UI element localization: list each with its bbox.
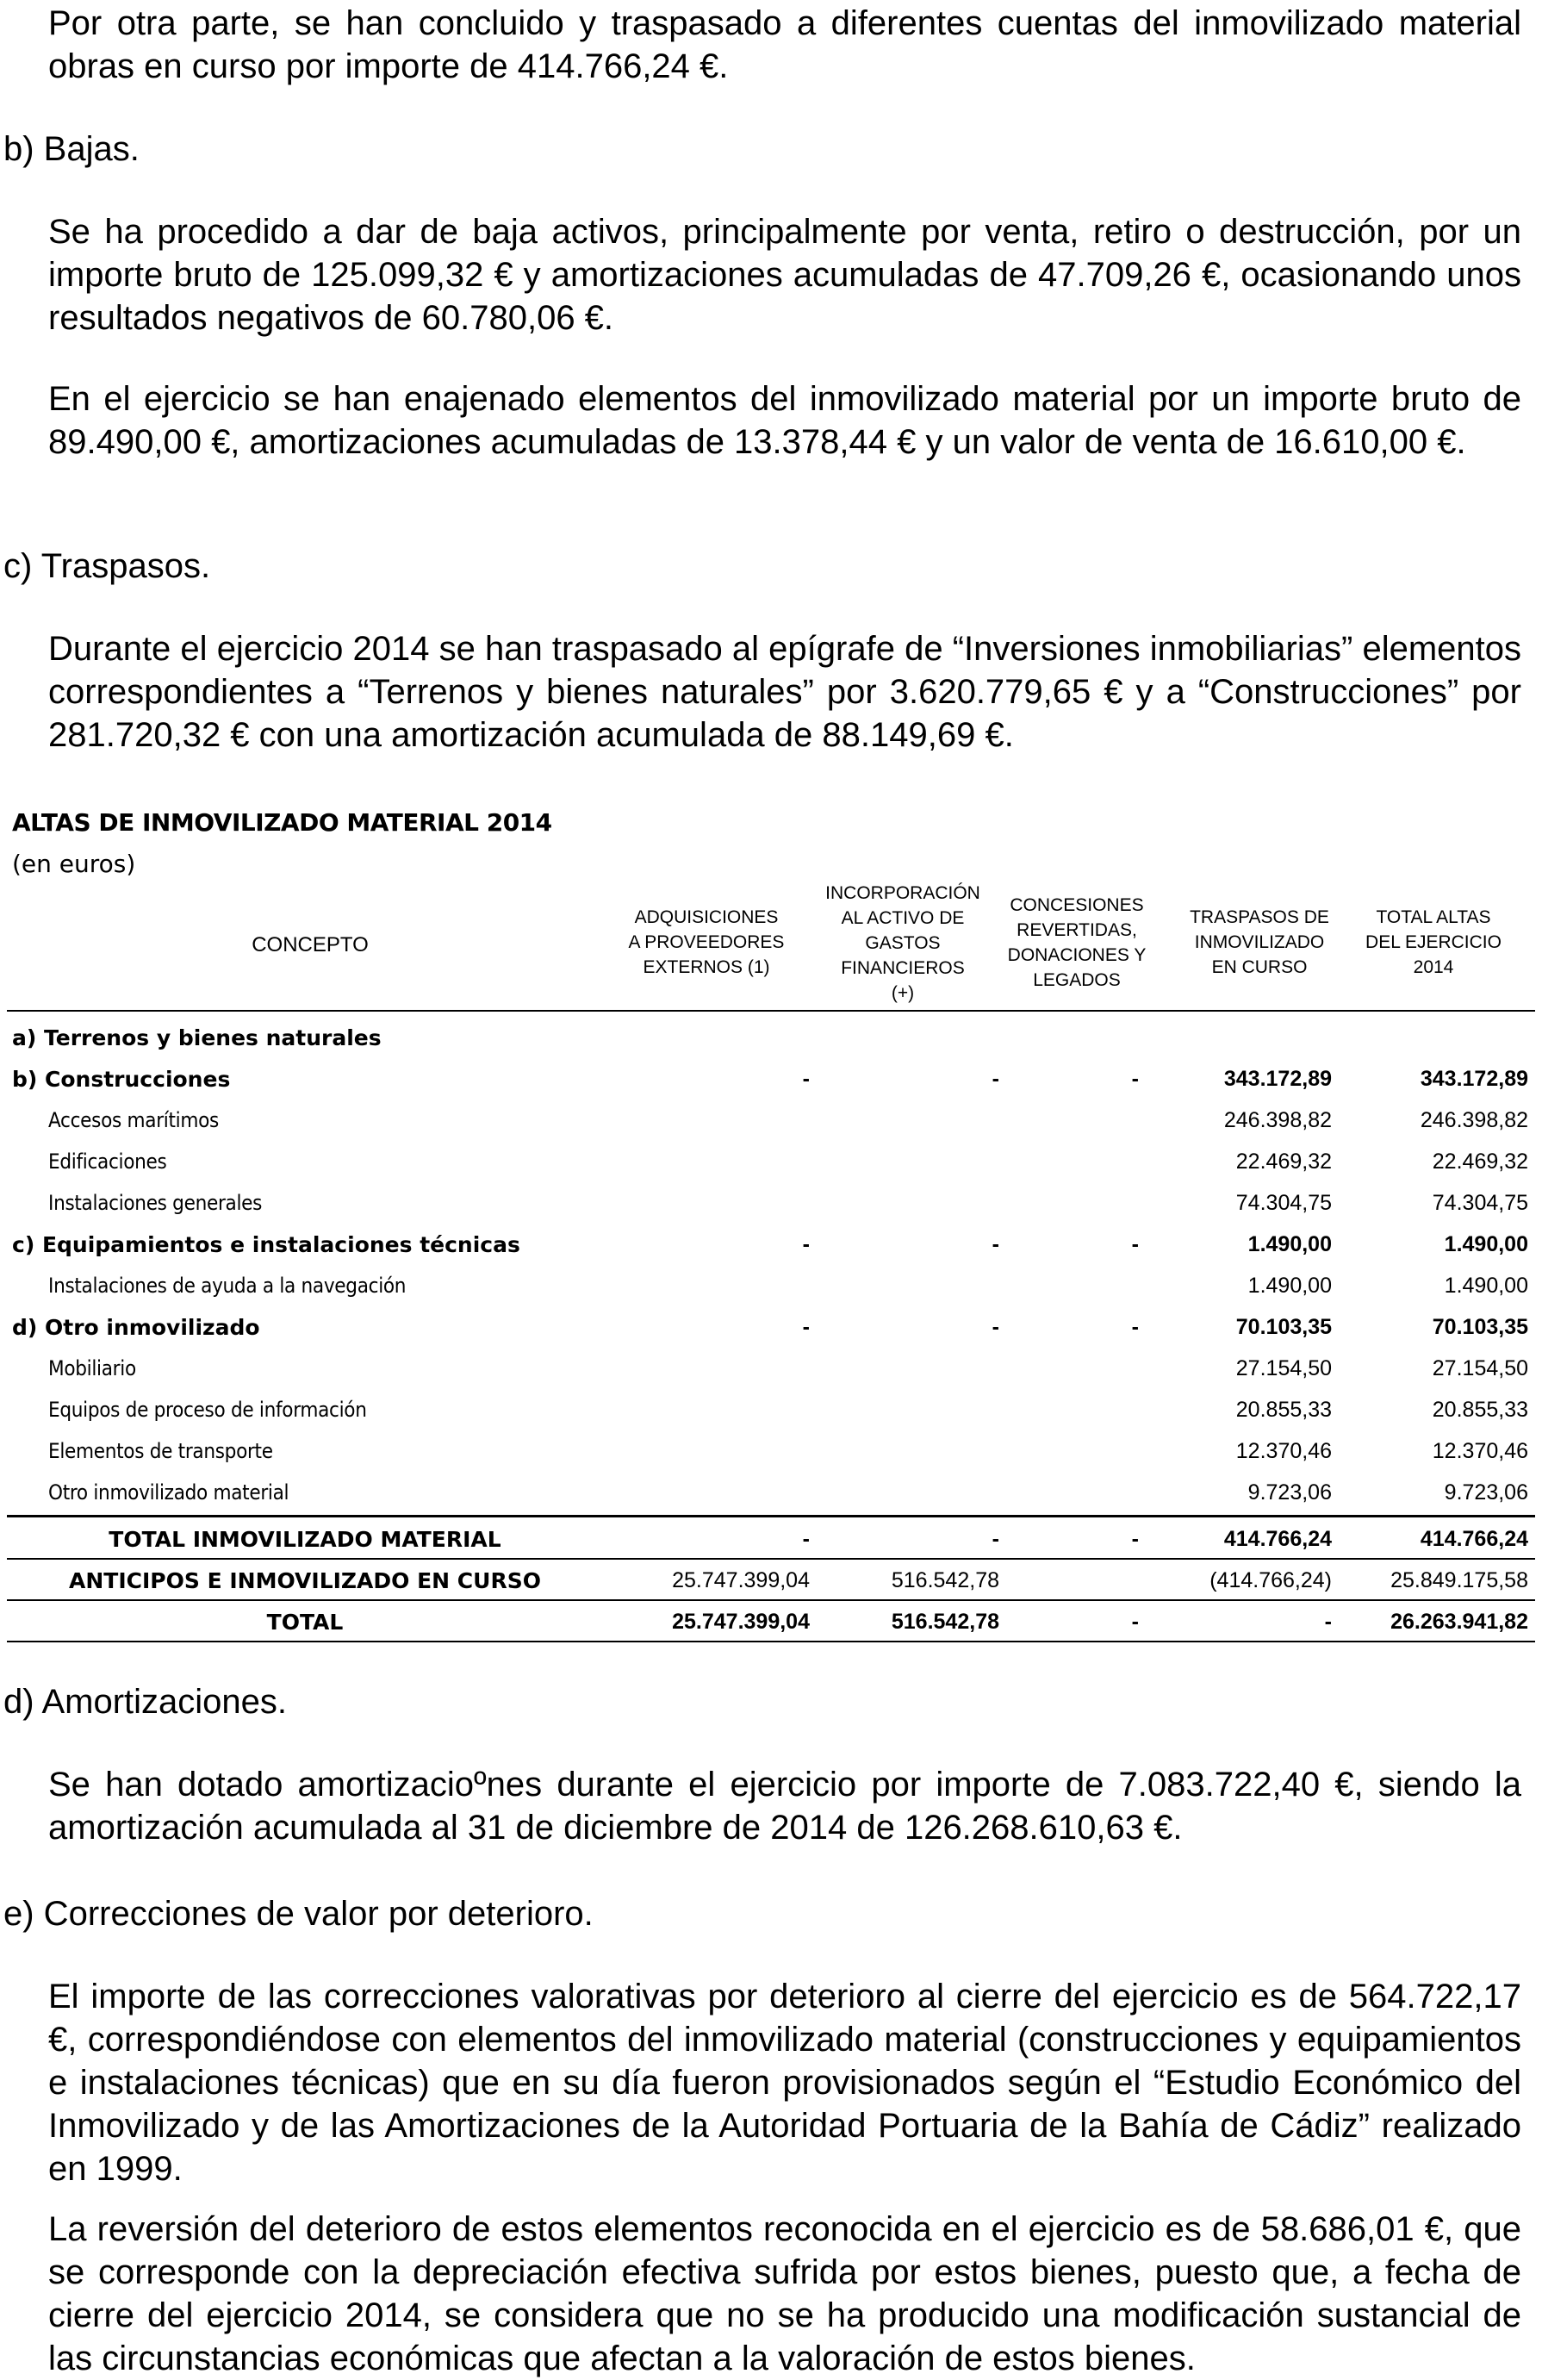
paragraph-amortizaciones: Se han dotado amortizacioºnes durante el ejercicio por importe de 7.083.722,40 €, siendo la amortización acumulada al 31 de diciembre de 2014 de 126.268.610,63 €. [48,1766,1521,1847]
cell-c1: - [802,1315,810,1339]
table-row [12,1017,1528,1058]
cell-c1: - [802,1067,810,1091]
table-row [12,1224,1528,1265]
cell-c5: 246.398,82 [1420,1108,1528,1132]
table-row [12,1389,1528,1430]
table-row [12,1182,1528,1224]
cell-c4: - [1324,1610,1332,1634]
row-label: a) Terrenos y bienes naturales [12,1025,382,1050]
cell-c5: 74.304,75 [1432,1191,1528,1215]
cell-c5: 9.723,06 [1444,1480,1528,1505]
cell-c5: 27.154,50 [1432,1356,1528,1380]
table-subtitle: (en euros) [12,850,136,878]
cell-c4: 70.103,35 [1235,1315,1332,1339]
table-row [12,1472,1528,1513]
header-incorporacion: INCORPORACIÓN AL ACTIVO DE GASTOS FINANCIEROS (+) [825,883,980,1003]
cell-c2: 516.542,78 [891,1568,999,1592]
row-label: b) Construcciones [12,1067,231,1092]
paragraph-obras-en-curso: Por otra parte, se han concluido y traspasado a diferentes cuentas del inmovilizado material obras en curso por importe de 414.766,24 €. [48,4,1521,85]
heading-correcciones: e) Correcciones de valor por deterioro. [3,1895,594,1933]
row-label: d) Otro inmovilizado [12,1315,260,1340]
table-row [12,1348,1528,1389]
cell-c5: 12.370,46 [1432,1439,1528,1463]
cell-c1: 25.747.399,04 [672,1568,810,1592]
row-label: Edificaciones [48,1150,167,1174]
cell-c4: 1.490,00 [1247,1274,1332,1298]
cell-c4: 343.172,89 [1223,1067,1332,1091]
cell-c4: 1.490,00 [1247,1232,1332,1256]
table-title: ALTAS DE INMOVILIZADO MATERIAL 2014 [12,808,552,837]
total-row [12,1518,1528,1560]
table-row [12,1100,1528,1141]
cell-c1: - [802,1527,810,1551]
cell-c2: - [992,1067,999,1091]
row-label: Instalaciones generales [48,1191,263,1215]
cell-c4: 9.723,06 [1247,1480,1332,1505]
cell-c4: 22.469,32 [1235,1150,1332,1174]
cell-c2: 516.542,78 [891,1610,999,1634]
header-traspasos: TRASPASOS DE INMOVILIZADO EN CURSO [1190,907,1329,977]
cell-c5: 22.469,32 [1432,1150,1528,1174]
cell-c5: 25.849.175,58 [1390,1568,1528,1592]
row-label: Mobiliario [48,1356,136,1380]
header-concepto: CONCEPTO [252,933,369,956]
cell-c3: - [1131,1527,1139,1551]
heading-amortizaciones: d) Amortizaciones. [3,1683,288,1721]
cell-c4: 74.304,75 [1235,1191,1332,1215]
header-concesiones: CONCESIONES REVERTIDAS, DONACIONES Y LEGADOS [1007,895,1147,990]
heading-bajas: b) Bajas. [3,130,140,168]
row-label: Accesos marítimos [48,1108,219,1132]
cell-c5: 1.490,00 [1444,1232,1528,1256]
row-label: Equipos de proceso de información [48,1398,367,1422]
cell-c3: - [1131,1315,1139,1339]
table-row [12,1306,1528,1348]
cell-c3: - [1131,1610,1139,1634]
table-row [12,1265,1528,1306]
cell-c4: 27.154,50 [1235,1356,1332,1380]
heading-traspasos: c) Traspasos. [3,547,211,585]
cell-c5: 70.103,35 [1432,1315,1528,1339]
cell-c4: 12.370,46 [1235,1439,1332,1463]
cell-c5: 26.263.941,82 [1390,1610,1528,1634]
cell-c3: - [1131,1067,1139,1091]
row-label: Elementos de transporte [48,1439,273,1463]
total-label: TOTAL INMOVILIZADO MATERIAL [109,1527,501,1552]
paragraph-enajenados: En el ejercicio se han enajenado elementos del inmovilizado material por un importe bruto de 89.490,00 €, amortizaciones acumuladas de 13.378,44 € y un valor de venta de 16.610,00 €. [48,380,1521,461]
paragraph-bajas: Se ha procedido a dar de baja activos, principalmente por venta, retiro o destrucción, por un importe bruto de 125.099,32 € y amortizaciones acumuladas de 47.709,26 €, ocasionando unos resultados negativos de 60.780,06 €. [48,213,1521,337]
cell-c3: - [1131,1232,1139,1256]
cell-c5: 343.172,89 [1420,1067,1528,1091]
cell-c5: 1.490,00 [1444,1274,1528,1298]
row-label: Instalaciones de ayuda a la navegación [48,1274,407,1298]
cell-c4: 20.855,33 [1235,1398,1332,1422]
total-row [12,1601,1528,1642]
cell-c1: 25.747.399,04 [672,1610,810,1634]
cell-c2: - [992,1527,999,1551]
table-row [12,1141,1528,1182]
table-row [12,1058,1528,1100]
total-label: ANTICIPOS E INMOVILIZADO EN CURSO [69,1568,541,1593]
cell-c2: - [992,1315,999,1339]
totals-rule [7,1515,1535,1517]
cell-c4: 414.766,24 [1223,1527,1332,1551]
row-rule [7,1641,1535,1642]
header-adquisiciones: ADQUISICIONES A PROVEEDORES EXTERNOS (1) [628,907,785,977]
cell-c1: - [802,1232,810,1256]
header-rule [7,1010,1535,1012]
cell-c4: (414.766,24) [1209,1568,1332,1592]
cell-c4: 246.398,82 [1223,1108,1332,1132]
paragraph-reversion: La reversión del deterioro de estos elementos reconocida en el ejercicio es de 58.686,01 €, que se corresponde con la depreciación efectiva sufrida por estos bienes, puesto que, a fecha de cierre del ejercicio 2014, se considera que no se ha producido una modificación sustancial de las circunstancias económicas que afectan a la valoración de estos bienes. [48,2210,1521,2377]
paragraph-traspasos: Durante el ejercicio 2014 se han traspasado al epígrafe de “Inversiones inmobiliarias” elementos correspondientes a “Terrenos y bienes naturales” por 3.620.779,65 € y a “Construcciones” por 281.720,32 € con una amortización acumulada de 88.149,69 €. [48,630,1521,754]
row-label: Otro inmovilizado material [48,1480,289,1505]
cell-c5: 20.855,33 [1432,1398,1528,1422]
header-total-altas: TOTAL ALTAS DEL EJERCICIO 2014 [1365,907,1502,977]
total-row [12,1560,1528,1601]
table-row [12,1430,1528,1472]
row-label: c) Equipamientos e instalaciones técnicas [12,1232,520,1257]
cell-c5: 414.766,24 [1420,1527,1528,1551]
paragraph-correcciones: El importe de las correcciones valorativas por deterioro al cierre del ejercicio es de 564.722,17 €, correspondiéndose con elementos del inmovilizado material (construcciones y equipamientos e instalaciones técnicas) que en su día fueron provisionados según el “Estudio Económico del Inmovilizado y de las Amortizaciones de la Autoridad Portuaria de la Bahía de Cádiz” realizado en 1999. [48,1978,1521,2188]
cell-c2: - [992,1232,999,1256]
total-label: TOTAL [266,1610,344,1635]
